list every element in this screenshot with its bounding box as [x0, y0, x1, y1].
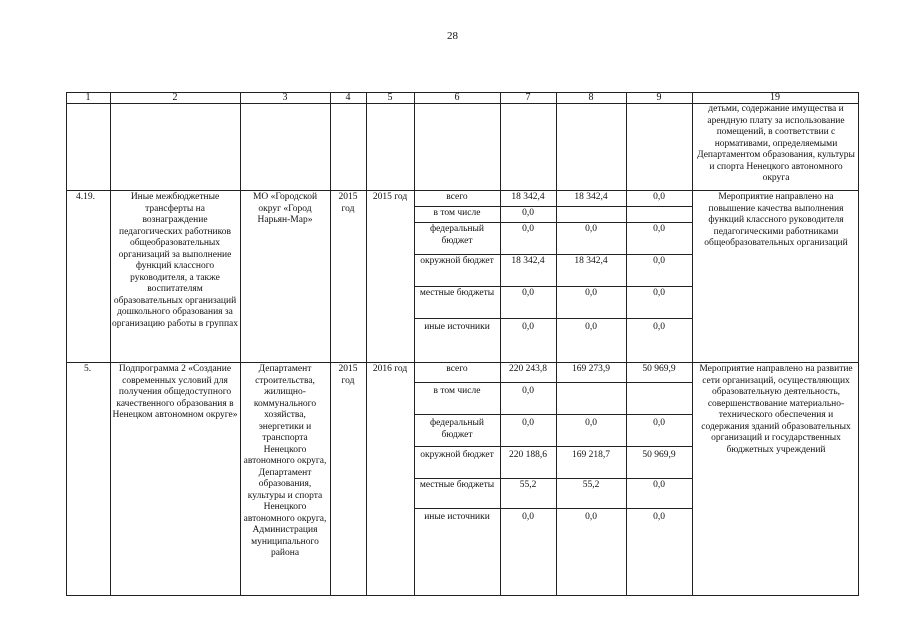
row-4-19-end: 2015 год: [372, 192, 408, 202]
row-5-source-regional: окружной бюджет: [420, 450, 494, 460]
header-col-7: 7: [525, 92, 531, 103]
row-5-end: 2016 год: [372, 364, 408, 374]
row-4-19-name: Иные межбюджетные трансферты на вознаграждение педагогических работников общеобразовательных организаций за выполнение функций классного руководителя, а также воспитателям образовательных организаций дошкольного образования за организацию работы в группах: [112, 192, 238, 329]
row-5-source-total: всего: [446, 364, 468, 374]
row-5-other-c7: 0,0: [522, 512, 534, 522]
row-4-19-total-c8: 18 342,4: [574, 192, 608, 202]
row-5-start: 2015 год: [338, 364, 358, 386]
row-4-19-total-c7: 18 342,4: [511, 192, 545, 202]
row-4-19-local-c7: 0,0: [522, 288, 534, 298]
row-5-name: Подпрограмма 2 «Создание современных условий для получения общедоступного качественного образования в Ненецком автономном округе»: [112, 364, 238, 420]
row-5-other-c8: 0,0: [585, 512, 597, 522]
carryover-note: детьми, содержание имущества и арендную плату за использование помещений, в соответствии с нормативами, определяемыми Департаментом образования, культуры и спорта Ненецкого автономного округа: [697, 104, 855, 183]
row-4-19-federal-c7: 0,0: [522, 224, 534, 234]
row-5-other-c9: 0,0: [653, 512, 665, 522]
header-col-19: 19: [770, 92, 780, 103]
row-4-19-executor: МО «Городской округ «Город Нарьян-Мар»: [252, 192, 318, 225]
row-4-19-source-total: всего: [446, 192, 468, 202]
header-col-1: 1: [85, 92, 91, 103]
row-5-source-federal: федеральный бюджет: [430, 418, 484, 440]
header-col-5: 5: [387, 92, 393, 103]
row-5-note: Мероприятие направлено на развитие сети организаций, осуществляющих образовательную деятельность, совершенствование материально-технического обеспечения и содержания зданий образовательных организаций и государственных бюджетных учреждений: [699, 364, 853, 455]
row-5-federal-c9: 0,0: [653, 418, 665, 428]
page-number: 28: [447, 30, 458, 42]
row-4-19-source-regional: окружной бюджет: [420, 256, 494, 266]
row-4-19-note: Мероприятие направлено на повышение качества выполнения функций классного руководителя педагогическими работниками общеобразовательных организаций: [704, 192, 848, 248]
row-5-executor: Департамент строительства, жилищно-коммунального хозяйства, энергетики и транспорта Ненецкого автономного округа, Департамент образования, культуры и спорта Ненецкого автономного округа, Администрация муниципального района: [243, 364, 327, 558]
row-5-including-c7: 0,0: [522, 386, 534, 396]
row-4-19-other-c7: 0,0: [522, 322, 534, 332]
row-4-19-regional-c9: 0,0: [653, 256, 665, 266]
row-4-19-regional-c7: 18 342,4: [511, 256, 545, 266]
row-4-19-including-c7: 0,0: [522, 208, 534, 218]
row-5-federal-c8: 0,0: [585, 418, 597, 428]
header-col-4: 4: [345, 92, 351, 103]
header-col-9: 9: [656, 92, 662, 103]
header-col-8: 8: [588, 92, 594, 103]
row-5-local-c7: 55,2: [519, 480, 537, 490]
row-5-source-including: в том числе: [433, 386, 481, 396]
row-5-number: 5.: [84, 364, 92, 374]
row-5-source-other: иные источники: [424, 512, 490, 522]
row-4-19-other-c8: 0,0: [585, 322, 597, 332]
row-5-regional-c8: 169 218,7: [572, 450, 610, 460]
row-4-19-source-other: иные источники: [424, 322, 490, 332]
row-5-total-c7: 220 243,8: [509, 364, 547, 374]
row-4-19-start: 2015 год: [338, 192, 358, 214]
row-5-federal-c7: 0,0: [522, 418, 534, 428]
row-4-19-source-including: в том числе: [433, 208, 481, 218]
header-col-6: 6: [454, 92, 460, 103]
row-5-regional-c7: 220 188,6: [509, 450, 547, 460]
header-col-3: 3: [282, 92, 288, 103]
row-4-19-regional-c8: 18 342,4: [574, 256, 608, 266]
row-5-total-c8: 169 273,9: [572, 364, 610, 374]
row-4-19-other-c9: 0,0: [653, 322, 665, 332]
row-4-19-local-c9: 0,0: [653, 288, 665, 298]
row-5-regional-c9: 50 969,9: [642, 450, 676, 460]
row-4-19-number: 4.19.: [76, 192, 95, 202]
row-4-19-total-c9: 0,0: [653, 192, 665, 202]
row-5-local-c8: 55,2: [582, 480, 600, 490]
row-4-19-source-local: местные бюджеты: [419, 288, 495, 298]
row-4-19-local-c8: 0,0: [585, 288, 597, 298]
row-5-source-local: местные бюджеты: [419, 480, 495, 490]
row-4-19-federal-c8: 0,0: [585, 224, 597, 234]
header-col-2: 2: [172, 92, 178, 103]
row-5-total-c9: 50 969,9: [642, 364, 676, 374]
row-4-19-source-federal: федеральный бюджет: [430, 224, 484, 246]
row-4-19-federal-c9: 0,0: [653, 224, 665, 234]
row-5-local-c9: 0,0: [653, 480, 665, 490]
